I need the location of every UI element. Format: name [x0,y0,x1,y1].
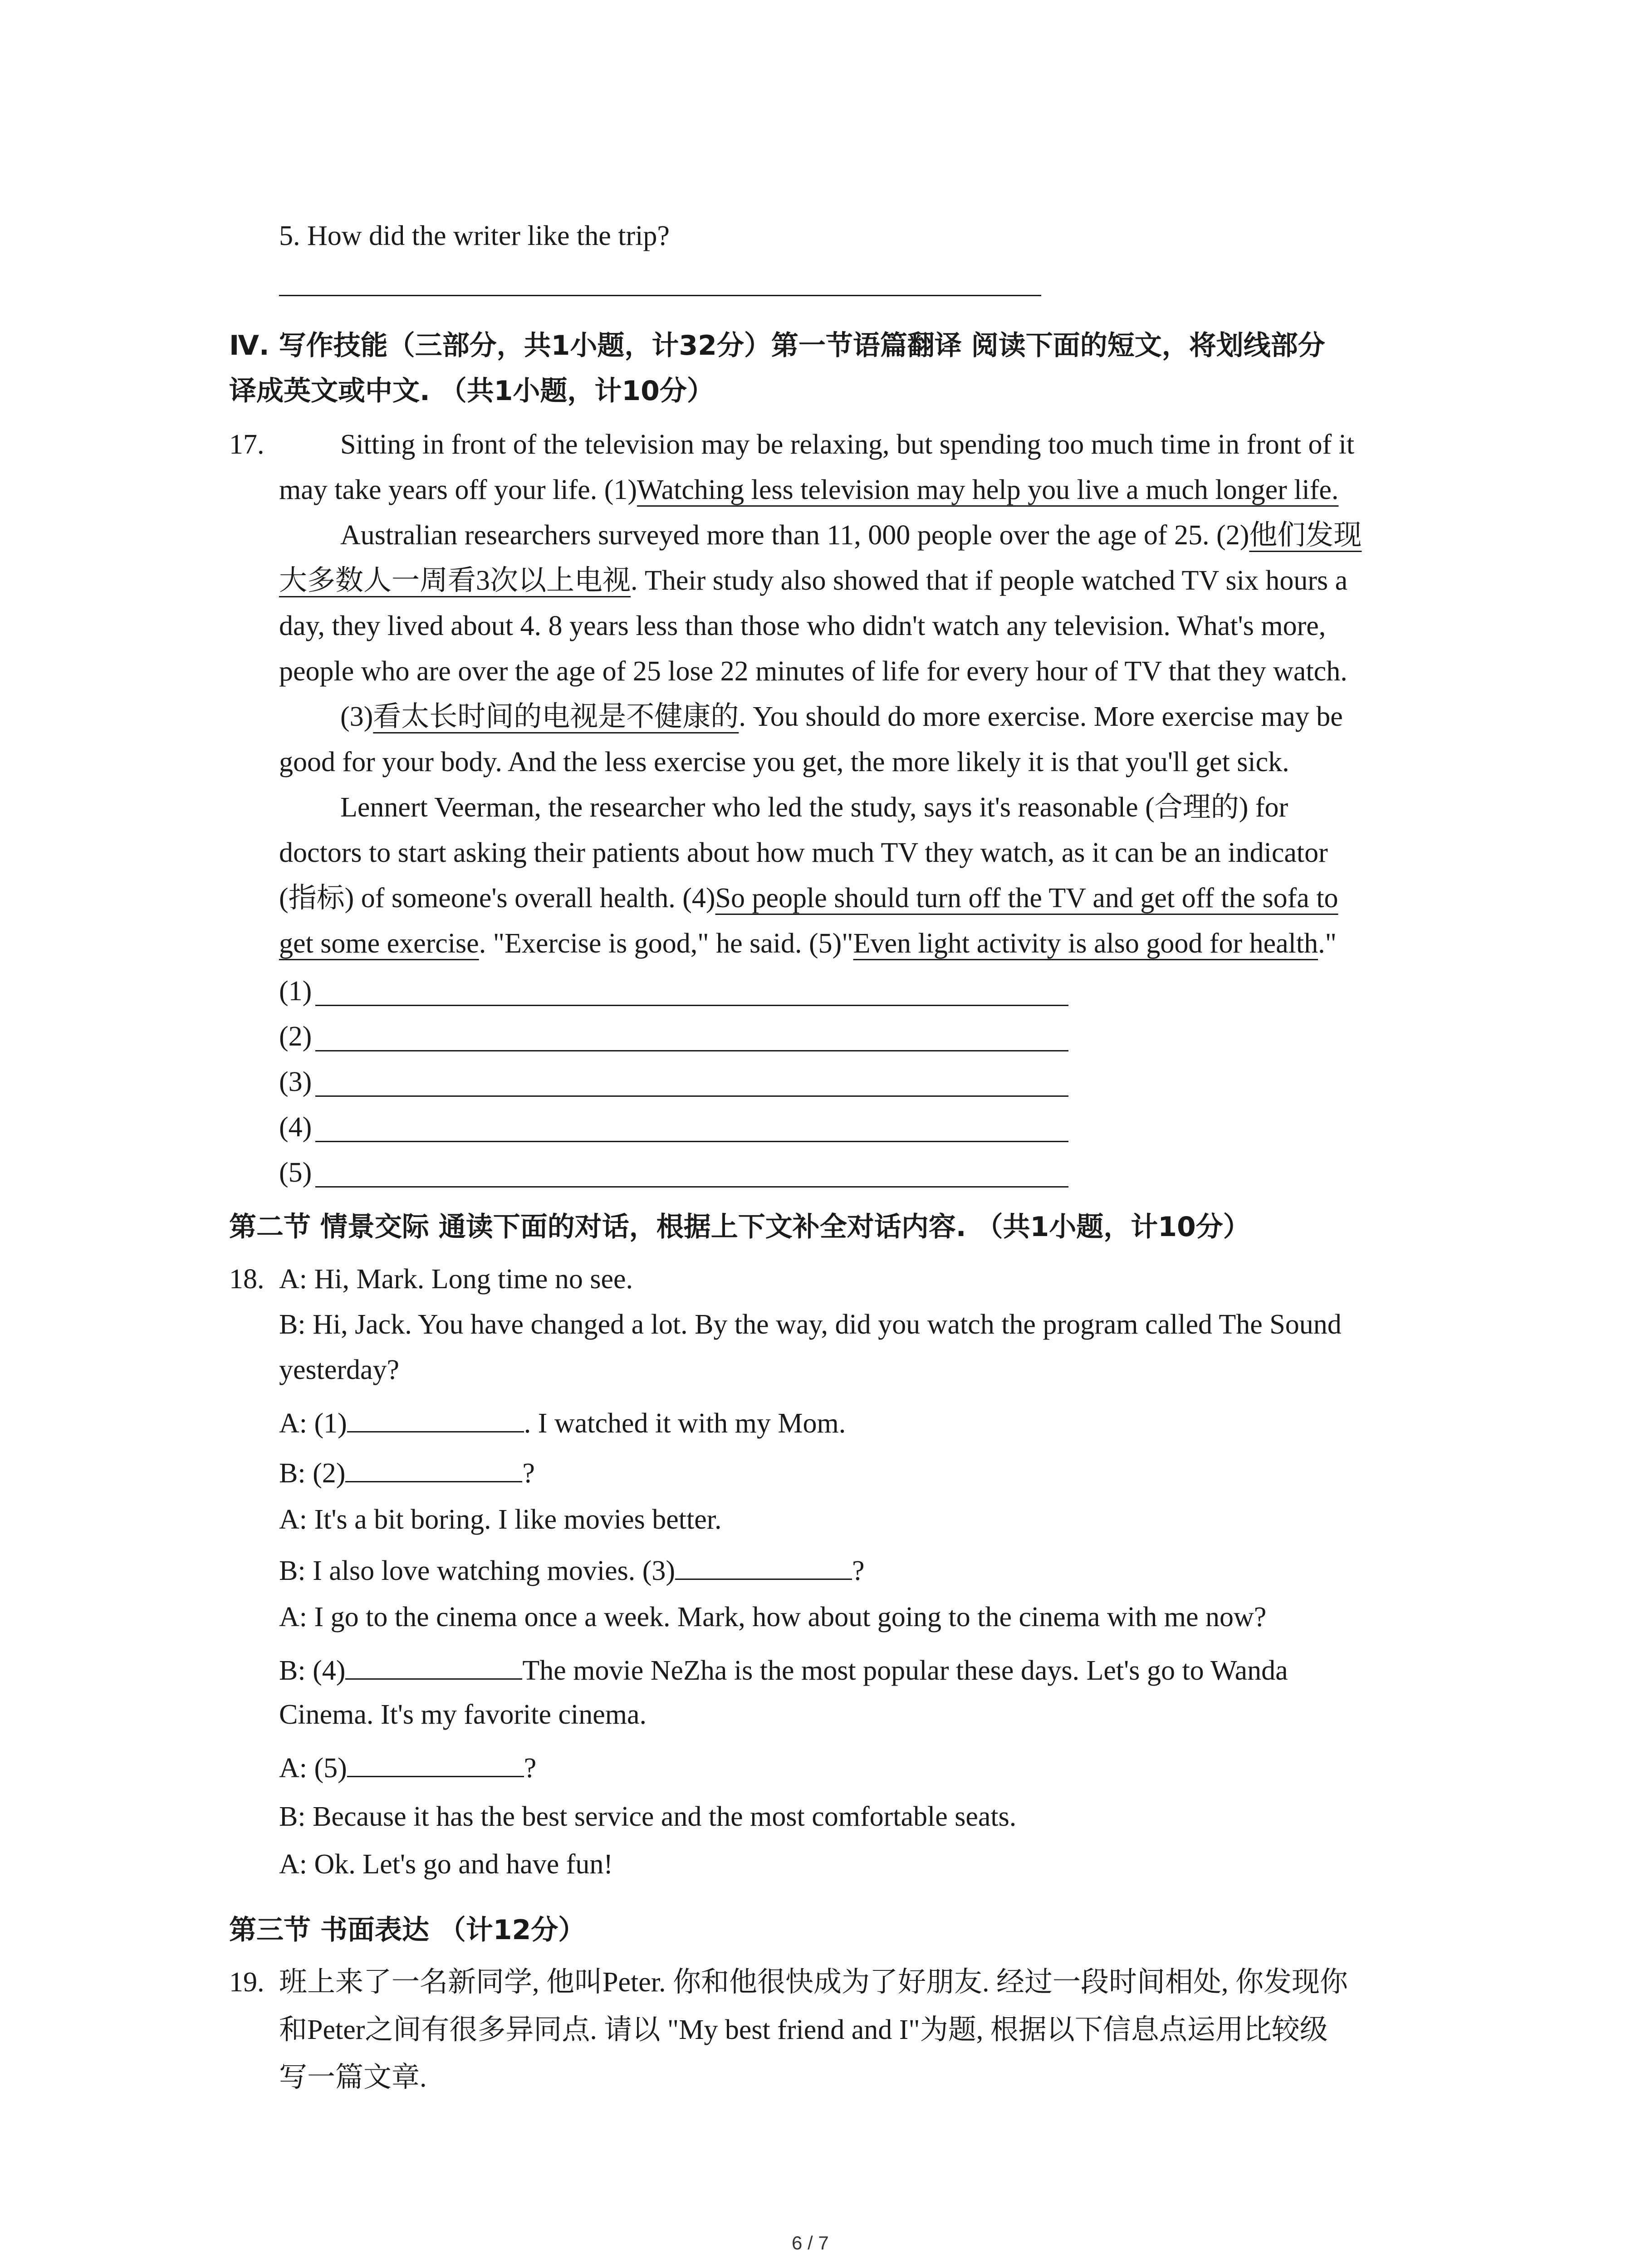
q18-blank-5[interactable] [347,1744,524,1777]
q19-line-3: 写一篇文章. [279,2062,427,2093]
section4-heading-line2: 译成英文或中文. （共1小题，计10分） [229,375,714,407]
q18-line-11-a: A: (5) [279,1753,347,1784]
q17-p3-line1-text: . You should do more exercise. More exercise may be [739,701,1343,732]
q17-number: 17. [229,429,265,460]
q18-line-4-a: A: (1) [279,1408,347,1439]
q17-p4-line4 [279,921,1337,966]
q17-answer-line-2[interactable] [315,1050,1068,1051]
q17-underlined-1: Watching less television may help you live a much longer life. [637,474,1339,505]
q17-p3-label: (3) [340,701,373,732]
q18-line-8: A: I go to the cinema once a week. Mark, how about going to the cinema with me now? [279,1602,1267,1633]
q17-p2-line1 [340,513,1362,558]
page-number: 6 / 7 [792,2232,829,2253]
q18-line-7-b: ? [852,1555,865,1586]
q18-line-10: Cinema. It's my favorite cinema. [279,1699,647,1730]
section4-heading-line1: Ⅳ. 写作技能（三部分，共1小题，计32分）第一节语篇翻译 阅读下面的短文，将划线部分 [229,330,1325,362]
q17-p2-line2-text: . Their study also showed that if people watched TV six hours a [631,565,1348,596]
q17-p1-line2-text: may take years off your life. (1) [279,474,637,505]
q18-line-4 [279,1399,846,1446]
q17-p4-line4-text: . "Exercise is good," he said. (5)" [479,928,853,959]
section3-heading: 第三节 书面表达 （计12分） [229,1914,586,1946]
q17-p4-line3 [279,875,1338,921]
q17-underlined-2a: 他们发现 [1249,520,1362,551]
q18-line-9 [279,1647,1288,1693]
q17-answer-label-4: (4) [279,1112,312,1143]
q17-answer-label-3: (3) [279,1066,312,1097]
q18-line-9-b: The movie NeZha is the most popular these days. Let's go to Wanda [522,1655,1288,1686]
q17-answer-label-1: (1) [279,976,312,1007]
q17-underlined-4b: get some exercise [279,928,479,959]
q18-blank-3[interactable] [675,1547,852,1580]
q17-p4-line2: doctors to start asking their patients about how much TV they watch, as it can be an indicator [279,837,1328,868]
q17-answer-label-5: (5) [279,1157,312,1188]
q18-line-5-b: ? [522,1458,535,1489]
q17-p4-line4-end: ." [1318,928,1337,959]
q18-line-9-a: B: (4) [279,1655,346,1686]
section2-heading: 第二节 情景交际 通读下面的对话，根据上下文补全对话内容. （共1小题，计10分） [229,1211,1250,1243]
q18-line-12: B: Because it has the best service and the most comfortable seats. [279,1801,1017,1832]
q18-line-6: A: It's a bit boring. I like movies better. [279,1504,722,1535]
q17-answer-line-1[interactable] [315,1005,1068,1006]
q18-line-5-a: B: (2) [279,1458,346,1489]
q18-line-11 [279,1744,536,1791]
q19-number: 19. [229,1967,265,1998]
q18-line-1: A: Hi, Mark. Long time no see. [279,1264,633,1295]
q17-answer-line-3[interactable] [315,1095,1068,1097]
q5-question: 5. How did the writer like the trip? [279,220,670,251]
q17-p4-line3-text: (指标) of someone's overall health. (4) [279,883,715,914]
q18-blank-1[interactable] [347,1399,524,1432]
q18-line-2: B: Hi, Jack. You have changed a lot. By the way, did you watch the program called The Sound [279,1309,1342,1340]
q17-p1-line1: Sitting in front of the television may be relaxing, but spending too much time in front of it [340,429,1355,460]
q5-answer-line[interactable] [279,295,1041,296]
q18-line-7-a: B: I also love watching movies. (3) [279,1555,675,1586]
q17-answer-label-2: (2) [279,1021,312,1052]
q18-number: 18. [229,1264,265,1295]
q17-underlined-4a: So people should turn off the TV and get off the sofa to [715,883,1338,914]
q17-p2-line1-text: Australian researchers surveyed more than 11, 000 people over the age of 25. (2) [340,520,1249,551]
q17-p2-line3: day, they lived about 4. 8 years less than those who didn't watch any television. What's more, [279,611,1326,641]
q18-line-11-b: ? [524,1753,537,1784]
q18-line-13: A: Ok. Let's go and have fun! [279,1849,613,1880]
q18-line-5 [279,1449,535,1496]
q17-answer-line-5[interactable] [315,1186,1068,1188]
q17-p4-line1: Lennert Veerman, the researcher who led the study, says it's reasonable (合理的) for [340,792,1288,823]
q17-p2-line2 [279,558,1347,603]
q17-p3-line2: good for your body. And the less exercise you get, the more likely it is that you'll get sick. [279,747,1289,777]
q19-line-2: 和Peter之间有很多异同点. 请以 "My best friend and I"为题, 根据以下信息点运用比较级 [279,2014,1328,2045]
q18-blank-4[interactable] [345,1647,522,1680]
q17-p1-line2 [279,467,1338,513]
q18-blank-2[interactable] [345,1449,522,1482]
q17-p3-line1 [340,694,1343,739]
q17-underlined-5: Even light activity is also good for health [853,928,1318,959]
q18-line-7 [279,1547,865,1593]
q17-underlined-2b: 大多数人一周看3次以上电视 [279,565,631,596]
q17-p2-line4: people who are over the age of 25 lose 22 minutes of life for every hour of TV that they watch. [279,656,1347,687]
q19-line-1: 班上来了一名新同学, 他叫Peter. 你和他很快成为了好朋友. 经过一段时间相处, 你发现你 [279,1967,1348,1998]
q18-line-3: yesterday? [279,1354,400,1385]
q17-answer-line-4[interactable] [315,1141,1068,1142]
q18-line-4-b: . I watched it with my Mom. [524,1408,846,1439]
q17-underlined-3: 看太长时间的电视是不健康的 [373,701,739,732]
